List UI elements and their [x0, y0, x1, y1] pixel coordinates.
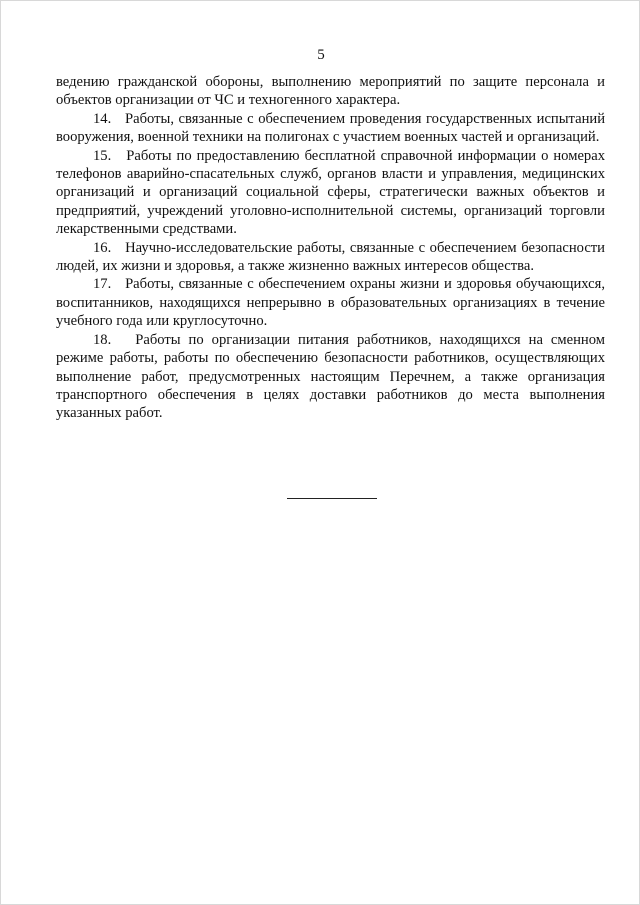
paragraph-number: 16.	[93, 239, 112, 256]
paragraph-text: Работы, связанные с обеспечением проведения государственных испытаний вооружения, военной техники на полигонах с участием военных частей и организаций.	[56, 110, 606, 146]
paragraph-number: 18.	[93, 331, 112, 348]
end-of-document-divider	[287, 498, 377, 499]
paragraph-number: 17.	[93, 276, 112, 293]
paragraph-15	[56, 147, 605, 239]
paragraph-14	[56, 110, 605, 147]
document-body	[56, 73, 605, 423]
paragraph-text: Работы по предоставлению бесплатной справочной информации о номерах телефонов аварийно-спасательных служб, органов власти и управления, медицинских организаций и организаций социальной сферы, стратегически важных объектов и предприятий, учреждений уголовно-исполнительной системы, организаций торговли лекарственными средствами.	[56, 147, 605, 238]
paragraph-text: ведению гражданской обороны, выполнению мероприятий по защите персонала и объектов организации от ЧС и техногенного характера.	[56, 74, 605, 109]
paragraph-16	[56, 239, 605, 276]
paragraph-number: 15.	[93, 147, 112, 164]
page-number: 5	[317, 47, 325, 63]
paragraph-number: 14.	[93, 110, 112, 127]
paragraph-text: Работы, связанные с обеспечением охраны жизни и здоровья обучающихся, воспитанников, находящихся непрерывно в образовательных организациях в течение учебного года или круглосуточно.	[56, 276, 605, 330]
paragraph-continuation	[56, 73, 605, 110]
paragraph-18	[56, 331, 605, 423]
paragraph-text: Работы по организации питания работников, находящихся на сменном режиме работы, работы по обеспечению безопасности работников, осуществляющих выполнение работ, предусмотренных настоящим Перечнем, а также организация транспортного обеспечения в целях доставки работников до места выполнения указанных работ.	[56, 331, 605, 422]
paragraph-text: Научно-исследовательские работы, связанные с обеспечением безопасности людей, их жизни и здоровья, а также жизненно важных интересов общества.	[56, 239, 605, 275]
paragraph-17	[56, 275, 605, 330]
